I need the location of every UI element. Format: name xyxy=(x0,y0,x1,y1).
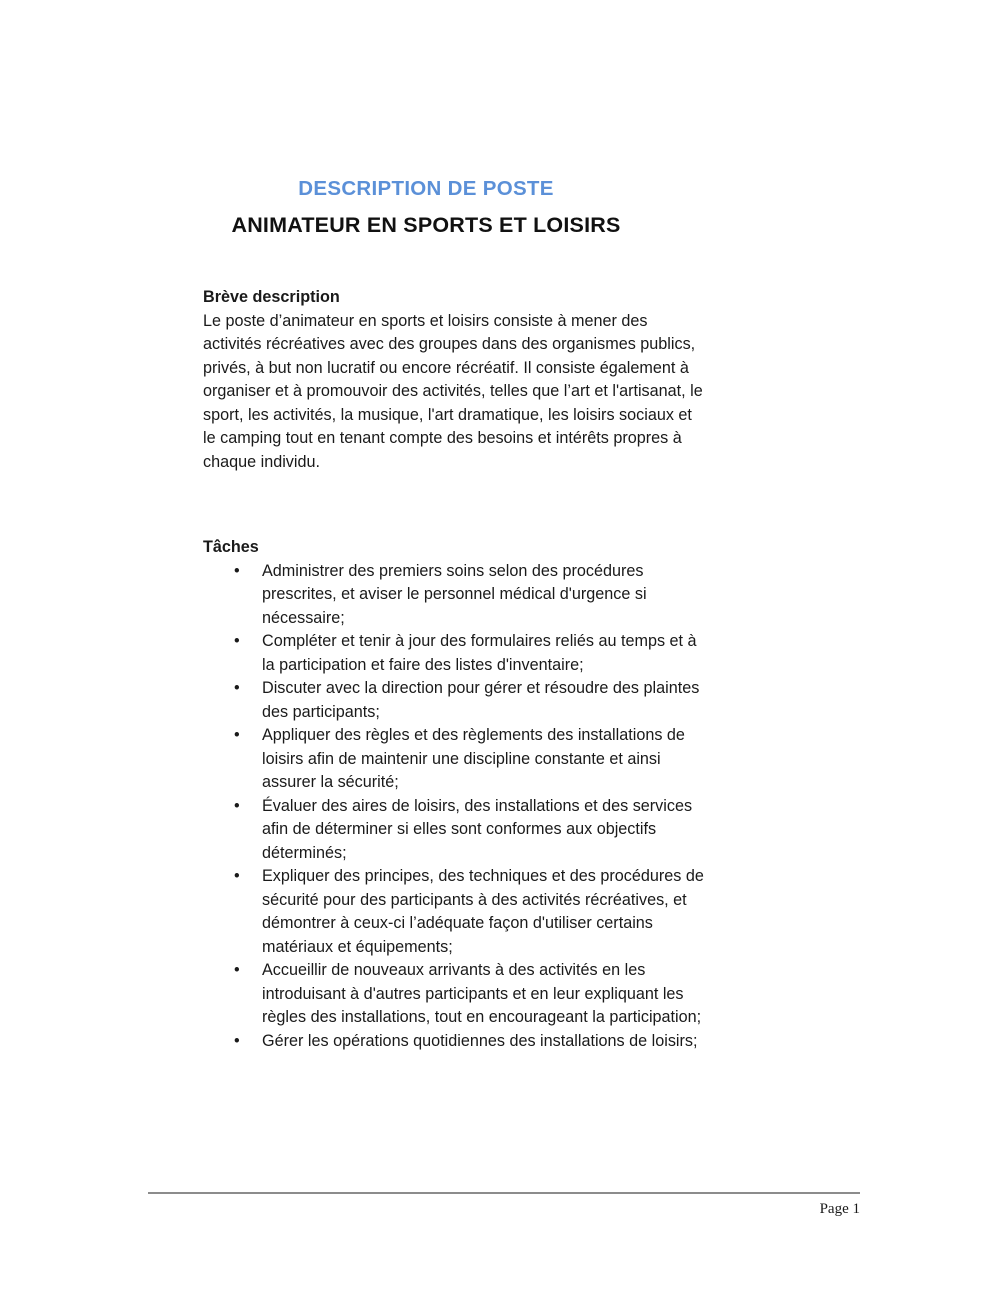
task-list-item xyxy=(203,724,708,795)
task-list-item-text: Discuter avec la direction pour gérer et résoudre des plaintes des participants; xyxy=(262,679,700,721)
task-list-item-text: Compléter et tenir à jour des formulaires reliés au temps et à la participation et faire des listes d'inventaire; xyxy=(262,632,697,674)
task-list-item-text: Appliquer des règles et des règlements des installations de loisirs afin de maintenir une discipline constante et ainsi assurer la sécurité; xyxy=(262,726,685,791)
task-list-item xyxy=(203,630,708,677)
document-title-block xyxy=(148,176,704,239)
bullet-icon: • xyxy=(234,679,240,697)
bullet-icon: • xyxy=(234,961,240,979)
task-list-item xyxy=(203,795,708,866)
section-brief-description xyxy=(203,286,715,474)
task-list-item xyxy=(203,1030,708,1054)
brief-description-paragraph: Le poste d’animateur en sports et loisirs consiste à mener des activités récréatives avec des groupes dans des organismes publics, privés, à but non lucratif ou encore récréatif. Il consiste également à organiser et à promouvoir des activités, telles que l’art et l'artisanat, le sport, les activités, la musique, l'art dramatique, les loisirs sociaux et le camping tout en tenant compte des besoins et intérêts propres à chaque individu. xyxy=(203,311,703,471)
tasks-list xyxy=(203,560,715,1054)
section-heading-brief-description: Brève description xyxy=(203,288,340,306)
task-list-item xyxy=(203,677,708,724)
task-list-item-text: Accueillir de nouveaux arrivants à des activités en les introduisant à d'autres participants et en leur expliquant les règles des installations, tout en encourageant la participation; xyxy=(262,961,702,1026)
task-list-item xyxy=(203,560,708,631)
bullet-icon: • xyxy=(234,726,240,744)
task-list-item-text: Gérer les opérations quotidiennes des installations de loisirs; xyxy=(262,1031,698,1050)
section-spacer xyxy=(203,474,715,536)
document-title-secondary: ANIMATEUR EN SPORTS ET LOISIRS xyxy=(231,213,621,237)
footer-divider xyxy=(148,1192,860,1194)
bullet-icon: • xyxy=(234,796,240,815)
bullet-icon: • xyxy=(234,867,240,885)
task-list-item-text: Administrer des premiers soins selon des procédures prescrites, et aviser le personnel médical d'urgence si nécessaire; xyxy=(262,561,647,627)
task-list-item xyxy=(203,865,708,959)
bullet-icon: • xyxy=(234,1031,240,1050)
section-tasks xyxy=(203,536,715,1053)
document-body xyxy=(203,286,715,1053)
task-list-item-text: Expliquer des principes, des techniques et des procédures de sécurité pour des participants à des activités récréatives, et démontrer à ceux-ci l’adéquate façon d'utiliser certains matériaux et équipements; xyxy=(262,867,704,956)
document-title-primary: DESCRIPTION DE POSTE xyxy=(298,177,554,200)
task-list-item xyxy=(203,959,708,1030)
bullet-icon: • xyxy=(234,561,240,580)
footer-page-number: Page 1 xyxy=(819,1201,860,1217)
bullet-icon: • xyxy=(234,632,240,650)
task-list-item-text: Évaluer des aires de loisirs, des installations et des services afin de déterminer si elles sont conformes aux objectifs déterminés; xyxy=(262,796,693,862)
section-heading-tasks: Tâches xyxy=(203,538,259,556)
